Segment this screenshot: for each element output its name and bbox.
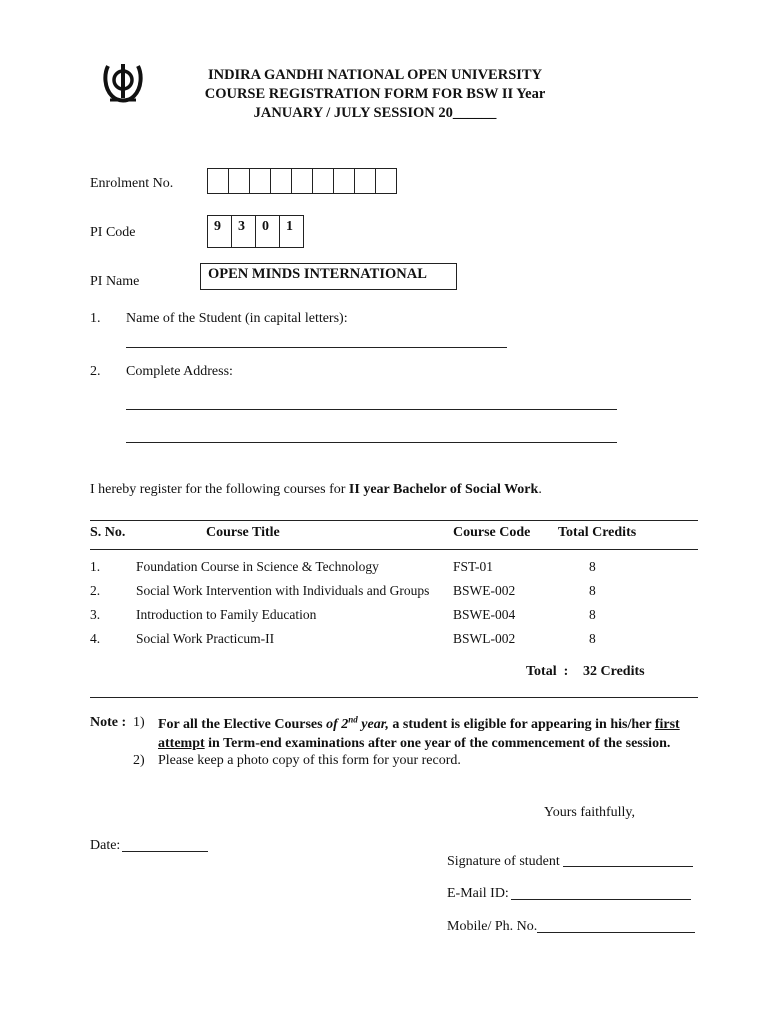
pi-code-digit: 3 bbox=[231, 215, 256, 248]
enrolment-digit-box[interactable] bbox=[291, 168, 313, 194]
note-item1-year: year, bbox=[357, 717, 389, 732]
table-row-sno: 4. bbox=[90, 631, 101, 646]
total-credits: 32 Credits bbox=[583, 664, 645, 679]
pi-code-digit: 9 bbox=[207, 215, 232, 248]
table-row-sno: 1. bbox=[90, 559, 101, 574]
note-item1-b: a student is eligible for appearing in his/her bbox=[388, 717, 655, 732]
col-header-code: Course Code bbox=[453, 525, 531, 540]
note-item1-2nd bbox=[341, 714, 358, 732]
table-top-rule bbox=[90, 520, 698, 521]
pi-code-digit: 1 bbox=[279, 215, 304, 248]
program-name: II year Bachelor of Social Work bbox=[348, 482, 539, 497]
table-row-title: Introduction to Family Education bbox=[136, 607, 317, 622]
table-row-code: FST-01 bbox=[453, 559, 494, 574]
col-header-sno: S. No. bbox=[90, 525, 126, 540]
table-header-rule bbox=[90, 549, 698, 550]
pi-name-value: OPEN MINDS INTERNATIONAL bbox=[200, 263, 457, 290]
enrolment-digit-box[interactable] bbox=[312, 168, 334, 194]
email-line[interactable] bbox=[511, 899, 691, 900]
table-row-credits: 8 bbox=[589, 559, 596, 574]
note-item1-a: For all the Elective Courses bbox=[158, 717, 327, 732]
table-row-title: Social Work Practicum-II bbox=[136, 631, 275, 646]
table-row-title: Foundation Course in Science & Technology bbox=[136, 559, 379, 574]
enrolment-boxes[interactable] bbox=[208, 168, 397, 194]
register-statement bbox=[90, 482, 542, 498]
enrolment-digit-box[interactable] bbox=[207, 168, 229, 194]
note-item1-number: 1) bbox=[133, 715, 145, 730]
table-row-code: BSWL-002 bbox=[453, 631, 516, 646]
mobile-label: Mobile/ Ph. No. bbox=[447, 919, 538, 934]
email-label: E-Mail ID: bbox=[447, 886, 509, 901]
pi-code-label: PI Code bbox=[90, 225, 136, 240]
date-label: Date: bbox=[90, 838, 121, 853]
note-item1-attempt: attempt bbox=[158, 736, 205, 751]
table-bottom-rule bbox=[90, 697, 698, 698]
student-name-label: Name of the Student (in capital letters): bbox=[126, 311, 348, 326]
table-row-sno: 2. bbox=[90, 583, 101, 598]
address-number: 2. bbox=[90, 364, 101, 379]
session-line: JANUARY / JULY SESSION 20______ bbox=[253, 105, 497, 121]
form-title: COURSE REGISTRATION FORM FOR BSW II Year bbox=[204, 86, 546, 102]
pi-name-label: PI Name bbox=[90, 274, 140, 289]
table-row-code: BSWE-002 bbox=[453, 583, 516, 598]
enrolment-label: Enrolment No. bbox=[90, 176, 174, 191]
col-header-title: Course Title bbox=[206, 525, 280, 540]
address-line-2[interactable] bbox=[126, 442, 617, 443]
signature-label: Signature of student bbox=[447, 854, 560, 869]
yours-faithfully: Yours faithfully, bbox=[544, 805, 636, 820]
ignou-logo bbox=[102, 60, 144, 106]
enrolment-digit-box[interactable] bbox=[249, 168, 271, 194]
enrolment-digit-box[interactable] bbox=[333, 168, 355, 194]
total-label: Total : bbox=[526, 664, 569, 679]
student-name-line[interactable] bbox=[126, 347, 507, 348]
note-2-sup: nd bbox=[348, 714, 358, 725]
note-item2-number: 2) bbox=[133, 753, 145, 768]
pi-code-digit: 0 bbox=[255, 215, 280, 248]
student-name-number: 1. bbox=[90, 311, 101, 326]
address-label: Complete Address: bbox=[126, 364, 233, 379]
note-label: Note : bbox=[90, 715, 127, 730]
table-row-sno: 3. bbox=[90, 607, 101, 622]
enrolment-digit-box[interactable] bbox=[228, 168, 250, 194]
table-row-credits: 8 bbox=[589, 631, 596, 646]
note-item1 bbox=[158, 715, 703, 753]
date-line[interactable] bbox=[122, 851, 208, 852]
note-item1-of: of bbox=[326, 717, 338, 732]
pi-code-boxes bbox=[208, 215, 304, 248]
enrolment-digit-box[interactable] bbox=[270, 168, 292, 194]
table-row-title: Social Work Intervention with Individuals and Groups bbox=[136, 583, 430, 598]
signature-line[interactable] bbox=[563, 866, 693, 867]
note-2-base: 2 bbox=[341, 717, 349, 732]
enrolment-digit-box[interactable] bbox=[354, 168, 376, 194]
register-suffix: . bbox=[538, 482, 542, 497]
note-item2: Please keep a photo copy of this form for your record. bbox=[158, 753, 461, 768]
note-item1-c: in Term-end examinations after one year of the commencement of the session. bbox=[204, 736, 671, 751]
address-line-1[interactable] bbox=[126, 409, 617, 410]
university-name: INDIRA GANDHI NATIONAL OPEN UNIVERSITY bbox=[207, 67, 543, 83]
register-prefix: I hereby register for the following courses for bbox=[90, 482, 349, 497]
table-row-credits: 8 bbox=[589, 607, 596, 622]
table-row-code: BSWE-004 bbox=[453, 607, 516, 622]
table-row-credits: 8 bbox=[589, 583, 596, 598]
note-item1-first: first bbox=[654, 717, 680, 732]
enrolment-digit-box[interactable] bbox=[375, 168, 397, 194]
col-header-credits: Total Credits bbox=[558, 525, 637, 540]
mobile-line[interactable] bbox=[537, 932, 695, 933]
